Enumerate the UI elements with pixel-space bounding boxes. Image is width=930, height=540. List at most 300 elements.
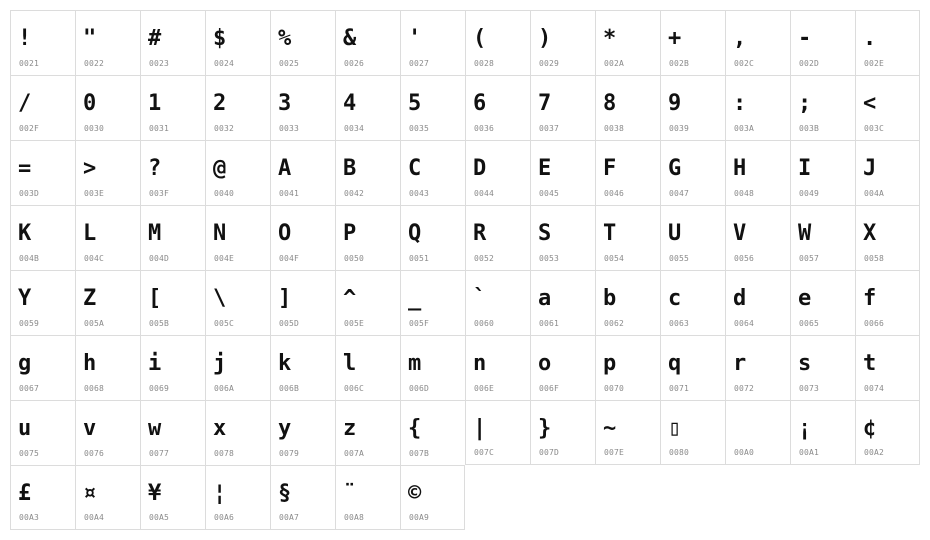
glyph-cell xyxy=(75,75,140,140)
glyph-codepoint-label: 0030 xyxy=(84,124,105,133)
glyph-codepoint-label: 0058 xyxy=(864,254,885,263)
glyph-character: L xyxy=(83,221,97,246)
glyph-character: ` xyxy=(473,286,487,311)
glyph-character: ¢ xyxy=(863,416,877,441)
glyph-cell xyxy=(205,465,270,530)
glyph-character: | xyxy=(473,416,487,441)
glyph-character: o xyxy=(538,351,552,376)
glyph-cell xyxy=(465,75,530,140)
glyph-codepoint-label: 00A1 xyxy=(799,448,820,457)
glyph-character: , xyxy=(733,26,747,51)
glyph-cell xyxy=(270,75,335,140)
glyph-character: + xyxy=(668,26,682,51)
glyph-character: P xyxy=(343,221,357,246)
glyph-codepoint-label: 0045 xyxy=(539,189,560,198)
glyph-cell xyxy=(400,140,465,205)
glyph-character: b xyxy=(603,286,617,311)
glyph-character: ; xyxy=(798,91,812,116)
glyph-codepoint-label: 0032 xyxy=(214,124,235,133)
glyph-cell xyxy=(205,10,270,75)
glyph-cell xyxy=(270,400,335,465)
glyph-cell xyxy=(725,335,790,400)
glyph-codepoint-label: 007D xyxy=(539,448,560,457)
glyph-codepoint-label: 0025 xyxy=(279,59,300,68)
glyph-character: ) xyxy=(538,26,552,51)
glyph-character: d xyxy=(733,286,747,311)
glyph-cell xyxy=(790,400,855,465)
glyph-codepoint-label: 0028 xyxy=(474,59,495,68)
glyph-cell xyxy=(140,10,205,75)
glyph-codepoint-label: 0031 xyxy=(149,124,170,133)
glyph-character: Y xyxy=(18,286,32,311)
glyph-cell xyxy=(660,205,725,270)
glyph-cell xyxy=(465,10,530,75)
glyph-codepoint-label: 002A xyxy=(604,59,625,68)
glyph-character: l xyxy=(343,351,357,376)
glyph-codepoint-label: 004D xyxy=(149,254,170,263)
glyph-cell xyxy=(465,335,530,400)
glyph-cell xyxy=(75,140,140,205)
glyph-cell xyxy=(10,10,75,75)
glyph-cell xyxy=(75,335,140,400)
glyph-character: 1 xyxy=(148,91,162,116)
glyph-cell xyxy=(270,465,335,530)
glyph-codepoint-label: 0066 xyxy=(864,319,885,328)
glyph-cell xyxy=(725,75,790,140)
glyph-character: T xyxy=(603,221,617,246)
glyph-codepoint-label: 00A3 xyxy=(19,513,40,522)
glyph-cell xyxy=(335,75,400,140)
glyph-cell xyxy=(10,205,75,270)
glyph-character: k xyxy=(278,351,292,376)
glyph-character: y xyxy=(278,416,292,441)
glyph-cell xyxy=(855,335,920,400)
glyph-cell xyxy=(530,400,595,465)
glyph-codepoint-label: 0044 xyxy=(474,189,495,198)
glyph-cell xyxy=(595,400,660,465)
glyph-character: x xyxy=(213,416,227,441)
glyph-codepoint-label: 002D xyxy=(799,59,820,68)
glyph-cell xyxy=(400,205,465,270)
glyph-codepoint-label: 0075 xyxy=(19,449,40,458)
glyph-cell xyxy=(140,270,205,335)
glyph-codepoint-label: 002F xyxy=(19,124,40,133)
glyph-codepoint-label: 00A2 xyxy=(864,448,885,457)
glyph-codepoint-label: 0050 xyxy=(344,254,365,263)
glyph-codepoint-label: 004E xyxy=(214,254,235,263)
glyph-character: V xyxy=(733,221,747,246)
glyph-character: w xyxy=(148,416,162,441)
glyph-codepoint-label: 006B xyxy=(279,384,300,393)
glyph-cell xyxy=(400,270,465,335)
glyph-character: ( xyxy=(473,26,487,51)
glyph-cell xyxy=(335,140,400,205)
glyph-character: i xyxy=(148,351,162,376)
glyph-codepoint-label: 0034 xyxy=(344,124,365,133)
glyph-codepoint-label: 0046 xyxy=(604,189,625,198)
glyph-character: ' xyxy=(408,26,422,51)
glyph-codepoint-label: 0070 xyxy=(604,384,625,393)
glyph-codepoint-label: 0037 xyxy=(539,124,560,133)
glyph-cell xyxy=(205,205,270,270)
glyph-cell xyxy=(400,335,465,400)
glyph-character: f xyxy=(863,286,877,311)
glyph-character: ¡ xyxy=(798,416,812,441)
glyph-character: 4 xyxy=(343,91,357,116)
glyph-character: 8 xyxy=(603,91,617,116)
glyph-character: = xyxy=(18,156,32,181)
glyph-codepoint-label: 006C xyxy=(344,384,365,393)
glyph-codepoint-label: 00A6 xyxy=(214,513,235,522)
glyph-cell xyxy=(400,10,465,75)
glyph-codepoint-label: 0063 xyxy=(669,319,690,328)
glyph-codepoint-label: 005B xyxy=(149,319,170,328)
glyph-cell xyxy=(530,75,595,140)
glyph-character: B xyxy=(343,156,357,181)
glyph-character: Z xyxy=(83,286,97,311)
glyph-cell xyxy=(270,335,335,400)
glyph-cell xyxy=(595,205,660,270)
glyph-character: { xyxy=(408,416,422,441)
glyph-character: 7 xyxy=(538,91,552,116)
glyph-character: u xyxy=(18,416,32,441)
glyph-character: G xyxy=(668,156,682,181)
glyph-character: A xyxy=(278,156,292,181)
glyph-character: @ xyxy=(213,156,227,181)
glyph-character: £ xyxy=(18,481,32,506)
glyph-codepoint-label: 006D xyxy=(409,384,430,393)
glyph-codepoint-label: 0026 xyxy=(344,59,365,68)
glyph-character: ¨ xyxy=(343,481,357,506)
glyph-cell xyxy=(660,140,725,205)
glyph-cell xyxy=(725,400,790,465)
glyph-cell xyxy=(140,140,205,205)
glyph-codepoint-label: 0043 xyxy=(409,189,430,198)
glyph-codepoint-label: 007A xyxy=(344,449,365,458)
glyph-codepoint-label: 004A xyxy=(864,189,885,198)
glyph-cell xyxy=(855,10,920,75)
glyph-cell xyxy=(660,10,725,75)
glyph-cell xyxy=(335,465,400,530)
glyph-character: § xyxy=(278,481,292,506)
glyph-codepoint-label: 0064 xyxy=(734,319,755,328)
glyph-cell xyxy=(595,10,660,75)
glyph-codepoint-label: 0048 xyxy=(734,189,755,198)
glyph-character: ~ xyxy=(603,416,617,441)
glyph-character: : xyxy=(733,91,747,116)
glyph-codepoint-label: 0027 xyxy=(409,59,430,68)
glyph-codepoint-label: 0023 xyxy=(149,59,170,68)
glyph-character: Q xyxy=(408,221,422,246)
glyph-cell xyxy=(855,400,920,465)
glyph-cell xyxy=(790,140,855,205)
glyph-codepoint-label: 0038 xyxy=(604,124,625,133)
glyph-character: ? xyxy=(148,156,162,181)
glyph-character: g xyxy=(18,351,32,376)
glyph-character: # xyxy=(148,26,162,51)
glyph-character: _ xyxy=(408,286,422,311)
glyph-character: ¦ xyxy=(213,481,227,506)
glyph-character: n xyxy=(473,351,487,376)
glyph-codepoint-label: 0074 xyxy=(864,384,885,393)
glyph-codepoint-label: 00A4 xyxy=(84,513,105,522)
glyph-codepoint-label: 00A9 xyxy=(409,513,430,522)
glyph-character: - xyxy=(798,26,812,51)
glyph-character: 0 xyxy=(83,91,97,116)
glyph-character: a xyxy=(538,286,552,311)
glyph-cell xyxy=(660,335,725,400)
glyph-codepoint-label: 0039 xyxy=(669,124,690,133)
glyph-cell xyxy=(10,140,75,205)
glyph-codepoint-label: 0072 xyxy=(734,384,755,393)
glyph-cell xyxy=(725,10,790,75)
glyph-character: 5 xyxy=(408,91,422,116)
glyph-cell xyxy=(660,270,725,335)
glyph-character: I xyxy=(798,156,812,181)
glyph-codepoint-label: 004F xyxy=(279,254,300,263)
glyph-cell xyxy=(790,205,855,270)
glyph-codepoint-label: 0022 xyxy=(84,59,105,68)
glyph-codepoint-label: 007C xyxy=(474,448,495,457)
glyph-cell xyxy=(140,205,205,270)
glyph-cell xyxy=(530,335,595,400)
glyph-codepoint-label: 0062 xyxy=(604,319,625,328)
glyph-codepoint-label: 0047 xyxy=(669,189,690,198)
glyph-cell xyxy=(75,205,140,270)
glyph-cell xyxy=(205,270,270,335)
glyph-cell xyxy=(75,465,140,530)
glyph-cell xyxy=(75,270,140,335)
glyph-character: h xyxy=(83,351,97,376)
glyph-codepoint-label: 003B xyxy=(799,124,820,133)
glyph-character: ¥ xyxy=(148,481,162,506)
glyph-codepoint-label: 006E xyxy=(474,384,495,393)
glyph-character: © xyxy=(408,481,422,506)
glyph-codepoint-label: 003C xyxy=(864,124,885,133)
glyph-codepoint-label: 0036 xyxy=(474,124,495,133)
glyph-codepoint-label: 0055 xyxy=(669,254,690,263)
glyph-cell xyxy=(205,140,270,205)
glyph-cell xyxy=(10,400,75,465)
glyph-cell xyxy=(855,140,920,205)
glyph-cell xyxy=(790,10,855,75)
glyph-codepoint-label: 007E xyxy=(604,448,625,457)
glyph-codepoint-label: 002E xyxy=(864,59,885,68)
glyph-character: 3 xyxy=(278,91,292,116)
glyph-cell xyxy=(335,205,400,270)
glyph-cell xyxy=(465,400,530,465)
glyph-codepoint-label: 0049 xyxy=(799,189,820,198)
glyph-codepoint-label: 005F xyxy=(409,319,430,328)
glyph-codepoint-label: 0056 xyxy=(734,254,755,263)
glyph-character: z xyxy=(343,416,357,441)
glyph-codepoint-label: 007B xyxy=(409,449,430,458)
glyph-character: / xyxy=(18,91,32,116)
glyph-cell xyxy=(270,205,335,270)
glyph-codepoint-label: 0033 xyxy=(279,124,300,133)
glyph-codepoint-label: 005D xyxy=(279,319,300,328)
glyph-cell xyxy=(270,140,335,205)
glyph-codepoint-label: 00A7 xyxy=(279,513,300,522)
glyph-cell xyxy=(335,10,400,75)
glyph-codepoint-label: 0052 xyxy=(474,254,495,263)
glyph-character: v xyxy=(83,416,97,441)
glyph-cell xyxy=(725,140,790,205)
glyph-cell xyxy=(790,75,855,140)
glyph-codepoint-label: 0042 xyxy=(344,189,365,198)
glyph-codepoint-label: 0035 xyxy=(409,124,430,133)
glyph-character: p xyxy=(603,351,617,376)
glyph-cell xyxy=(205,400,270,465)
glyph-codepoint-label: 0021 xyxy=(19,59,40,68)
glyph-character: 2 xyxy=(213,91,227,116)
glyph-cell xyxy=(855,75,920,140)
glyph-cell xyxy=(725,270,790,335)
glyph-character: m xyxy=(408,351,422,376)
glyph-character: D xyxy=(473,156,487,181)
glyph-cell xyxy=(140,465,205,530)
glyph-character: > xyxy=(83,156,97,181)
glyph-codepoint-label: 0051 xyxy=(409,254,430,263)
glyph-cell xyxy=(75,10,140,75)
glyph-codepoint-label: 0078 xyxy=(214,449,235,458)
glyph-codepoint-label: 0061 xyxy=(539,319,560,328)
glyph-character: ] xyxy=(278,286,292,311)
glyph-cell xyxy=(660,75,725,140)
glyph-character: } xyxy=(538,416,552,441)
glyph-codepoint-label: 003D xyxy=(19,189,40,198)
glyph-character: ¤ xyxy=(83,481,97,506)
glyph-codepoint-label: 004B xyxy=(19,254,40,263)
glyph-character: M xyxy=(148,221,162,246)
glyph-grid xyxy=(10,10,920,530)
glyph-cell xyxy=(10,335,75,400)
glyph-codepoint-label: 0060 xyxy=(474,319,495,328)
glyph-character: O xyxy=(278,221,292,246)
glyph-character: % xyxy=(278,26,292,51)
glyph-character: X xyxy=(863,221,877,246)
glyph-cell xyxy=(140,335,205,400)
glyph-character: & xyxy=(343,26,357,51)
glyph-character: E xyxy=(538,156,552,181)
glyph-character: H xyxy=(733,156,747,181)
glyph-cell xyxy=(400,465,465,530)
glyph-codepoint-label: 004C xyxy=(84,254,105,263)
glyph-cell xyxy=(10,270,75,335)
glyph-cell xyxy=(465,270,530,335)
glyph-character: 9 xyxy=(668,91,682,116)
glyph-cell xyxy=(790,335,855,400)
glyph-cell xyxy=(595,75,660,140)
glyph-codepoint-label: 005E xyxy=(344,319,365,328)
glyph-codepoint-label: 0073 xyxy=(799,384,820,393)
glyph-codepoint-label: 0057 xyxy=(799,254,820,263)
glyph-codepoint-label: 0040 xyxy=(214,189,235,198)
glyph-character: * xyxy=(603,26,617,51)
glyph-cell xyxy=(530,140,595,205)
glyph-codepoint-label: 0068 xyxy=(84,384,105,393)
glyph-codepoint-label: 003F xyxy=(149,189,170,198)
glyph-codepoint-label: 0024 xyxy=(214,59,235,68)
glyph-cell xyxy=(270,10,335,75)
glyph-character: K xyxy=(18,221,32,246)
glyph-character: ▯ xyxy=(668,416,682,441)
glyph-character: F xyxy=(603,156,617,181)
glyph-codepoint-label: 00A5 xyxy=(149,513,170,522)
glyph-character: c xyxy=(668,286,682,311)
glyph-codepoint-label: 006F xyxy=(539,384,560,393)
glyph-character: W xyxy=(798,221,812,246)
glyph-codepoint-label: 003A xyxy=(734,124,755,133)
glyph-cell xyxy=(855,270,920,335)
glyph-cell xyxy=(790,270,855,335)
glyph-cell xyxy=(335,335,400,400)
glyph-codepoint-label: 0080 xyxy=(669,448,690,457)
glyph-character: ! xyxy=(18,26,32,51)
glyph-cell xyxy=(205,75,270,140)
glyph-cell xyxy=(10,75,75,140)
glyph-cell xyxy=(465,140,530,205)
glyph-character: C xyxy=(408,156,422,181)
glyph-codepoint-label: 0059 xyxy=(19,319,40,328)
glyph-character: $ xyxy=(213,26,227,51)
glyph-codepoint-label: 003E xyxy=(84,189,105,198)
glyph-character: 6 xyxy=(473,91,487,116)
glyph-codepoint-label: 006A xyxy=(214,384,235,393)
glyph-character: j xyxy=(213,351,227,376)
glyph-cell xyxy=(855,205,920,270)
glyph-codepoint-label: 002B xyxy=(669,59,690,68)
glyph-codepoint-label: 0071 xyxy=(669,384,690,393)
glyph-codepoint-label: 0041 xyxy=(279,189,300,198)
glyph-cell xyxy=(400,400,465,465)
glyph-cell xyxy=(335,270,400,335)
glyph-character: N xyxy=(213,221,227,246)
glyph-codepoint-label: 0053 xyxy=(539,254,560,263)
glyph-cell xyxy=(75,400,140,465)
glyph-character: s xyxy=(798,351,812,376)
glyph-cell xyxy=(660,400,725,465)
glyph-codepoint-label: 0054 xyxy=(604,254,625,263)
glyph-cell xyxy=(595,270,660,335)
glyph-codepoint-label: 0069 xyxy=(149,384,170,393)
glyph-cell xyxy=(140,400,205,465)
glyph-codepoint-label: 0076 xyxy=(84,449,105,458)
glyph-character: [ xyxy=(148,286,162,311)
glyph-codepoint-label: 0065 xyxy=(799,319,820,328)
glyph-codepoint-label: 00A8 xyxy=(344,513,365,522)
glyph-character: " xyxy=(83,26,97,51)
glyph-character: U xyxy=(668,221,682,246)
glyph-character: . xyxy=(863,26,877,51)
glyph-cell xyxy=(400,75,465,140)
glyph-codepoint-label: 00A0 xyxy=(734,448,755,457)
glyph-cell xyxy=(530,205,595,270)
glyph-character: \ xyxy=(213,286,227,311)
glyph-cell xyxy=(530,270,595,335)
glyph-cell xyxy=(270,270,335,335)
glyph-character: S xyxy=(538,221,552,246)
glyph-character: R xyxy=(473,221,487,246)
glyph-codepoint-label: 0029 xyxy=(539,59,560,68)
glyph-cell xyxy=(595,140,660,205)
glyph-character: r xyxy=(733,351,747,376)
glyph-cell xyxy=(725,205,790,270)
glyph-character: q xyxy=(668,351,682,376)
glyph-cell xyxy=(530,10,595,75)
glyph-cell xyxy=(465,205,530,270)
glyph-codepoint-label: 0077 xyxy=(149,449,170,458)
